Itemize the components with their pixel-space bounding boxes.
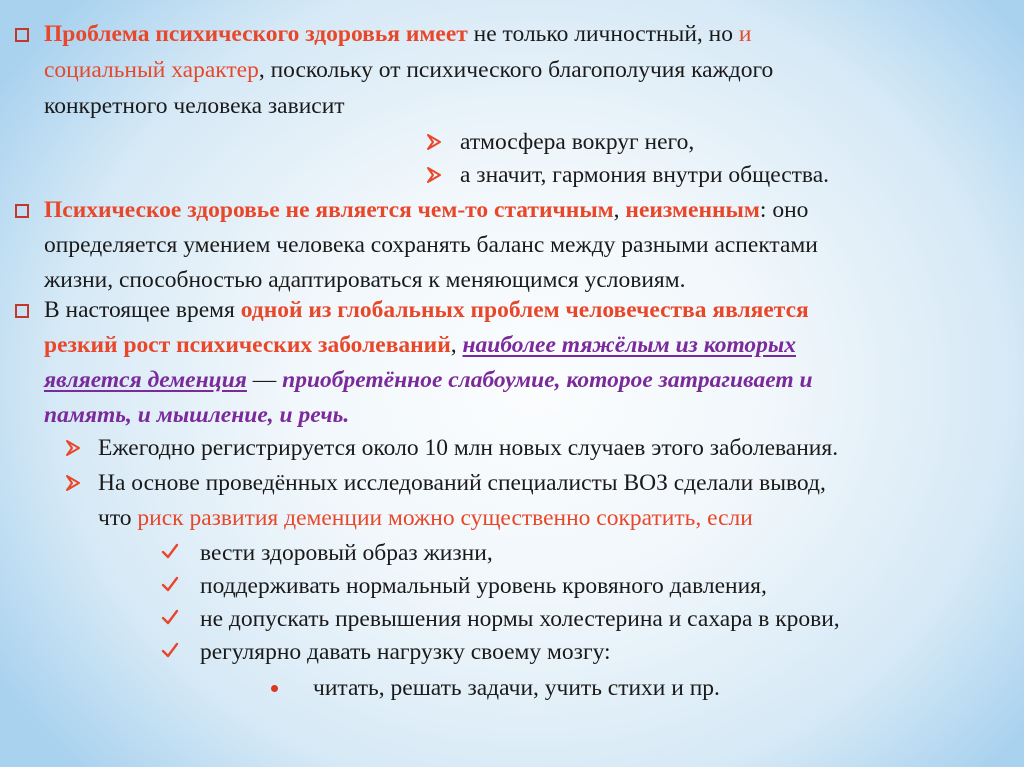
bullet-1-highlight-c: социальный характер [44, 57, 259, 83]
bullet-1-line-1 [44, 20, 751, 48]
bullet-3-line-3 [44, 366, 813, 394]
check-item-2: поддерживать нормальный уровень кровяного давления, [200, 573, 767, 599]
check-item-3: не допускать превышения нормы холестерина и сахара в крови, [200, 606, 840, 632]
bullet-3-text-a: В настоящее время [44, 297, 241, 323]
arrow-right-icon [425, 166, 443, 184]
bullet-2-text-a: , [613, 197, 626, 223]
bullet-3-line-1 [44, 296, 809, 324]
bullet-3-sub-2-highlight: риск развития деменции можно существенно сократить, если [137, 505, 753, 531]
bullet-1-sub-2: а значит, гармония внутри общества. [460, 162, 830, 188]
bullet-3-sub-2-line-1: На основе проведённых исследований специалисты ВОЗ сделали вывод, [98, 470, 826, 496]
bullet-1-text-a: не только личностный, но [467, 21, 739, 47]
bullet-2-text-b: : оно [759, 197, 809, 223]
bullet-3-sub-2-text: что [98, 505, 138, 531]
bullet-1-line-2 [44, 56, 773, 84]
bullet-3-sub-2-line-2 [98, 504, 753, 532]
check-item-4: регулярно давать нагрузку своему мозгу: [200, 639, 611, 665]
bullet-2-highlight-b: неизменным [625, 197, 760, 223]
checkmark-icon [160, 607, 180, 627]
bullet-1-sub-1: атмосфера вокруг него, [460, 129, 695, 155]
bullet-1-text-b: , поскольку от психического благополучия каждого [258, 57, 774, 83]
bullet-1-highlight-a: Проблема психического здоровья имеет [44, 21, 468, 47]
bullet-3-emphasis-a: наиболее тяжёлым из которых [462, 332, 796, 358]
bullet-1-line-3: конкретного человека зависит [44, 93, 345, 119]
square-bullet-icon [15, 204, 29, 218]
checkmark-icon [160, 640, 180, 660]
check-item-1: вести здоровый образ жизни, [200, 540, 493, 566]
bullet-3-highlight-a: одной из глобальных проблем человечества является [240, 297, 809, 323]
bullet-2-line-2: определяется умением человека сохранять баланс между разными аспектами [44, 232, 818, 258]
bullet-2-line-1 [44, 196, 808, 224]
square-bullet-icon [15, 304, 29, 318]
arrow-right-icon [64, 474, 82, 492]
dot-item: читать, решать задачи, учить стихи и пр. [313, 675, 720, 701]
bullet-3-text-c: — [246, 367, 283, 393]
bullet-3-highlight-b: резкий рост психических заболеваний [44, 332, 451, 358]
bullet-3-line-2 [44, 331, 796, 359]
checkmark-icon [160, 541, 180, 561]
checkmark-icon [160, 574, 180, 594]
arrow-right-icon [64, 439, 82, 457]
bullet-1-highlight-b: и [738, 21, 752, 47]
bullet-3-sub-1: Ежегодно регистрируется около 10 млн новых случаев этого заболевания. [98, 435, 839, 461]
arrow-right-icon [425, 133, 443, 151]
round-dot-icon [271, 685, 278, 692]
bullet-3-text-b: , [450, 332, 463, 358]
square-bullet-icon [15, 28, 29, 42]
bullet-2-highlight-a: Психическое здоровье не является чем-то статичным [44, 197, 614, 223]
bullet-3-line-4: память, и мышление, и речь. [44, 402, 350, 428]
bullet-3-emphasis-c: приобретённое слабоумие, которое затрагивает и [282, 367, 813, 393]
bullet-2-line-3: жизни, способностью адаптироваться к меняющимся условиям. [44, 267, 686, 293]
bullet-3-emphasis-b: является деменция [44, 367, 247, 393]
